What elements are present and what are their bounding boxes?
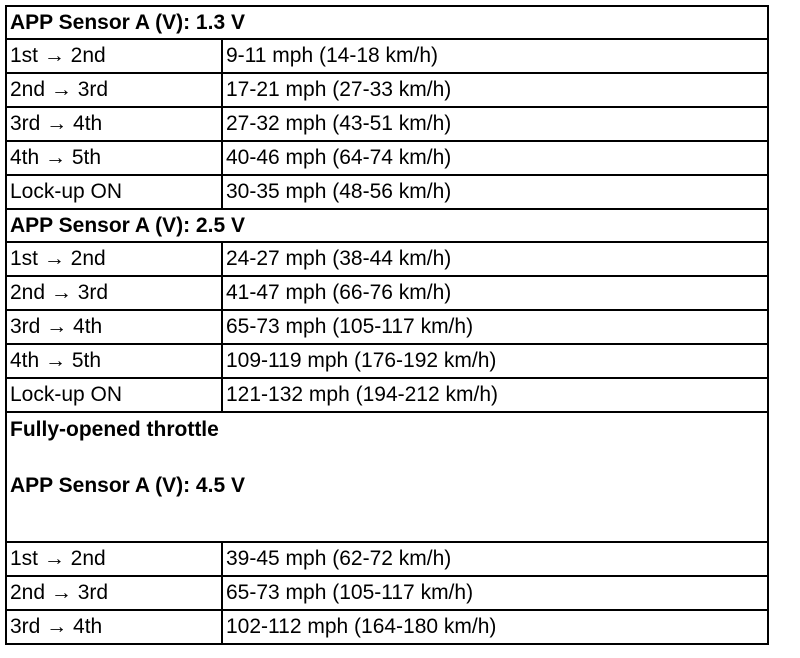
table-row — [6, 344, 768, 378]
speed-cell: 102-112 mph (164-180 km/h) — [222, 610, 768, 644]
speed-cell: 27-32 mph (43-51 km/h) — [222, 107, 768, 141]
shift-cell: 1st → 2nd — [6, 542, 222, 576]
shift-cell: 1st → 2nd — [6, 39, 222, 73]
table-row — [6, 39, 768, 73]
section-header-row — [6, 209, 768, 242]
section-header: APP Sensor A (V): 2.5 V — [6, 209, 768, 242]
speed-cell: 40-46 mph (64-74 km/h) — [222, 141, 768, 175]
table-row — [6, 242, 768, 276]
table-row — [6, 276, 768, 310]
table-row — [6, 73, 768, 107]
table-row — [6, 175, 768, 209]
speed-cell: 9-11 mph (14-18 km/h) — [222, 39, 768, 73]
section-header — [6, 412, 768, 542]
throttle-label: Fully-opened throttle — [10, 418, 219, 441]
shift-cell: 4th → 5th — [6, 141, 222, 175]
shift-cell: 3rd → 4th — [6, 107, 222, 141]
table-row — [6, 576, 768, 610]
speed-cell: 41-47 mph (66-76 km/h) — [222, 276, 768, 310]
speed-cell: 39-45 mph (62-72 km/h) — [222, 542, 768, 576]
section-header-row — [6, 6, 768, 39]
speed-cell: 24-27 mph (38-44 km/h) — [222, 242, 768, 276]
shift-cell: 2nd → 3rd — [6, 276, 222, 310]
speed-cell: 121-132 mph (194-212 km/h) — [222, 378, 768, 412]
shift-speed-table — [5, 5, 769, 645]
shift-cell: Lock-up ON — [6, 175, 222, 209]
shift-cell: Lock-up ON — [6, 378, 222, 412]
table-row — [6, 610, 768, 644]
sensor-label: APP Sensor A (V): 4.5 V — [10, 474, 245, 497]
shift-cell: 1st → 2nd — [6, 242, 222, 276]
table-row — [6, 378, 768, 412]
table-row — [6, 141, 768, 175]
shift-cell: 4th → 5th — [6, 344, 222, 378]
table-row — [6, 310, 768, 344]
shift-cell: 3rd → 4th — [6, 310, 222, 344]
shift-cell: 2nd → 3rd — [6, 73, 222, 107]
speed-cell: 65-73 mph (105-117 km/h) — [222, 576, 768, 610]
speed-cell: 65-73 mph (105-117 km/h) — [222, 310, 768, 344]
table-row — [6, 107, 768, 141]
speed-cell: 109-119 mph (176-192 km/h) — [222, 344, 768, 378]
section-header: APP Sensor A (V): 1.3 V — [6, 6, 768, 39]
section-header-row — [6, 412, 768, 542]
speed-cell: 30-35 mph (48-56 km/h) — [222, 175, 768, 209]
shift-cell: 3rd → 4th — [6, 610, 222, 644]
table-row — [6, 542, 768, 576]
shift-cell: 2nd → 3rd — [6, 576, 222, 610]
speed-cell: 17-21 mph (27-33 km/h) — [222, 73, 768, 107]
